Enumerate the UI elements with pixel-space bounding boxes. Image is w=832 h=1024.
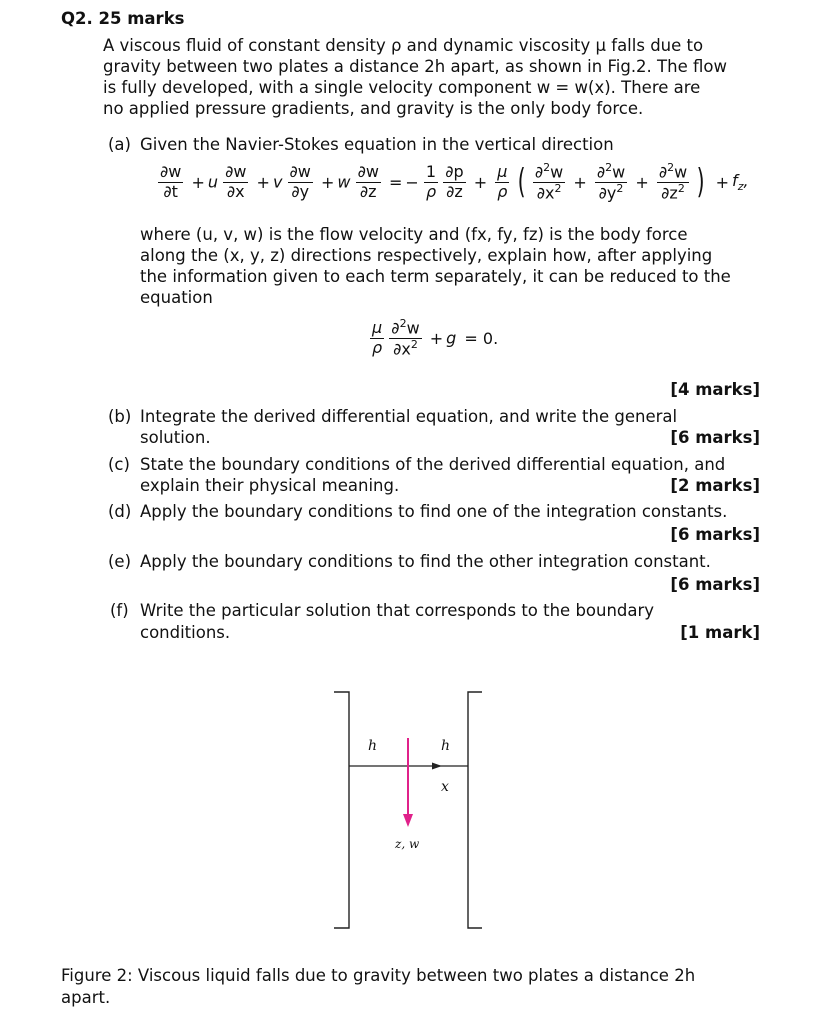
x-axis-arrowhead: [432, 763, 442, 770]
part-a-marks: [4 marks]: [670, 380, 760, 399]
part-d-label: (d): [108, 502, 132, 521]
part-e-line-1: Apply the boundary conditions to find the other integration constant.: [140, 552, 711, 571]
part-a-after-4: equation: [140, 288, 213, 307]
part-c-line-2: explain their physical meaning.: [140, 476, 400, 495]
figure-label-h-right: h: [441, 738, 451, 754]
part-a-after-3: the information given to each term separately, it can be reduced to the: [140, 267, 731, 286]
intro-line-3: is fully developed, with a single velocity component w = w(x). There are: [103, 78, 701, 97]
figure-2-diagram: [320, 680, 500, 940]
part-f-marks: [1 mark]: [680, 623, 760, 642]
part-f-label: (f): [110, 601, 129, 620]
part-c-label: (c): [108, 455, 130, 474]
part-f-line-2: conditions.: [140, 623, 231, 642]
question-title: Q2. 25 marks: [61, 9, 185, 28]
right-plate: [468, 692, 482, 928]
figure-label-zw: z, w: [395, 837, 420, 851]
part-d-marks: [6 marks]: [670, 525, 760, 544]
part-a-after-1: where (u, v, w) is the flow velocity and (fx, fy, fz) is the body force: [140, 225, 688, 244]
part-b-marks: [6 marks]: [670, 428, 760, 447]
part-e-marks: [6 marks]: [670, 575, 760, 594]
part-c-line-1: State the boundary conditions of the derived differential equation, and: [140, 455, 726, 474]
part-a-intro: Given the Navier-Stokes equation in the vertical direction: [140, 135, 614, 154]
intro-line-1: A viscous fluid of constant density ρ and dynamic viscosity μ falls due to: [103, 36, 704, 55]
part-f-line-1: Write the particular solution that corresponds to the boundary: [140, 601, 655, 620]
z-arrow-head: [403, 814, 413, 827]
figure-caption-line-2: apart.: [61, 988, 111, 1007]
figure-label-h-left: h: [368, 738, 378, 754]
part-c-marks: [2 marks]: [670, 476, 760, 495]
intro-line-2: gravity between two plates a distance 2h apart, as shown in Fig.2. The flow: [103, 57, 727, 76]
reduced-equation: $\frac{\mu}{\rho}$ $\frac{\partial^2w}{\partial x^2}$ + g = 0.: [372, 317, 499, 359]
part-b-line-1: Integrate the derived differential equation, and write the general: [140, 407, 678, 426]
part-b-label: (b): [108, 407, 132, 426]
figure-caption-line-1: Figure 2: Viscous liquid falls due to gravity between two plates a distance 2h: [61, 966, 696, 985]
part-b-line-2: solution.: [140, 428, 211, 447]
navier-stokes-equation: $\frac{\partial w}{\partial t}$ + u $\frac{\partial w}{\partial x}$ + v $\frac{\partial w}{\partial y}$ + w $\frac{\partial w}{\partial z}$ = − $\frac{1}{\rho}$ $\frac{\partial p}{\partial z}$ + $\frac{\mu}{\rho}$ ( $\frac{\partial^2w}{\partial x^2}$ + $\frac{\partial^2w}{\partial y^2}$ + $\frac{\partial^2w}{\partial z^2}$ ) + $f_z$,: [160, 161, 749, 203]
part-a-label: (a): [108, 135, 131, 154]
part-e-label: (e): [108, 552, 132, 571]
figure-label-x: x: [441, 779, 449, 795]
part-a-after-2: along the (x, y, z) directions respectively, explain how, after applying: [140, 246, 713, 265]
intro-line-4: no applied pressure gradients, and gravity is the only body force.: [103, 99, 644, 118]
left-plate: [334, 692, 349, 928]
part-d-line-1: Apply the boundary conditions to find one of the integration constants.: [140, 502, 728, 521]
